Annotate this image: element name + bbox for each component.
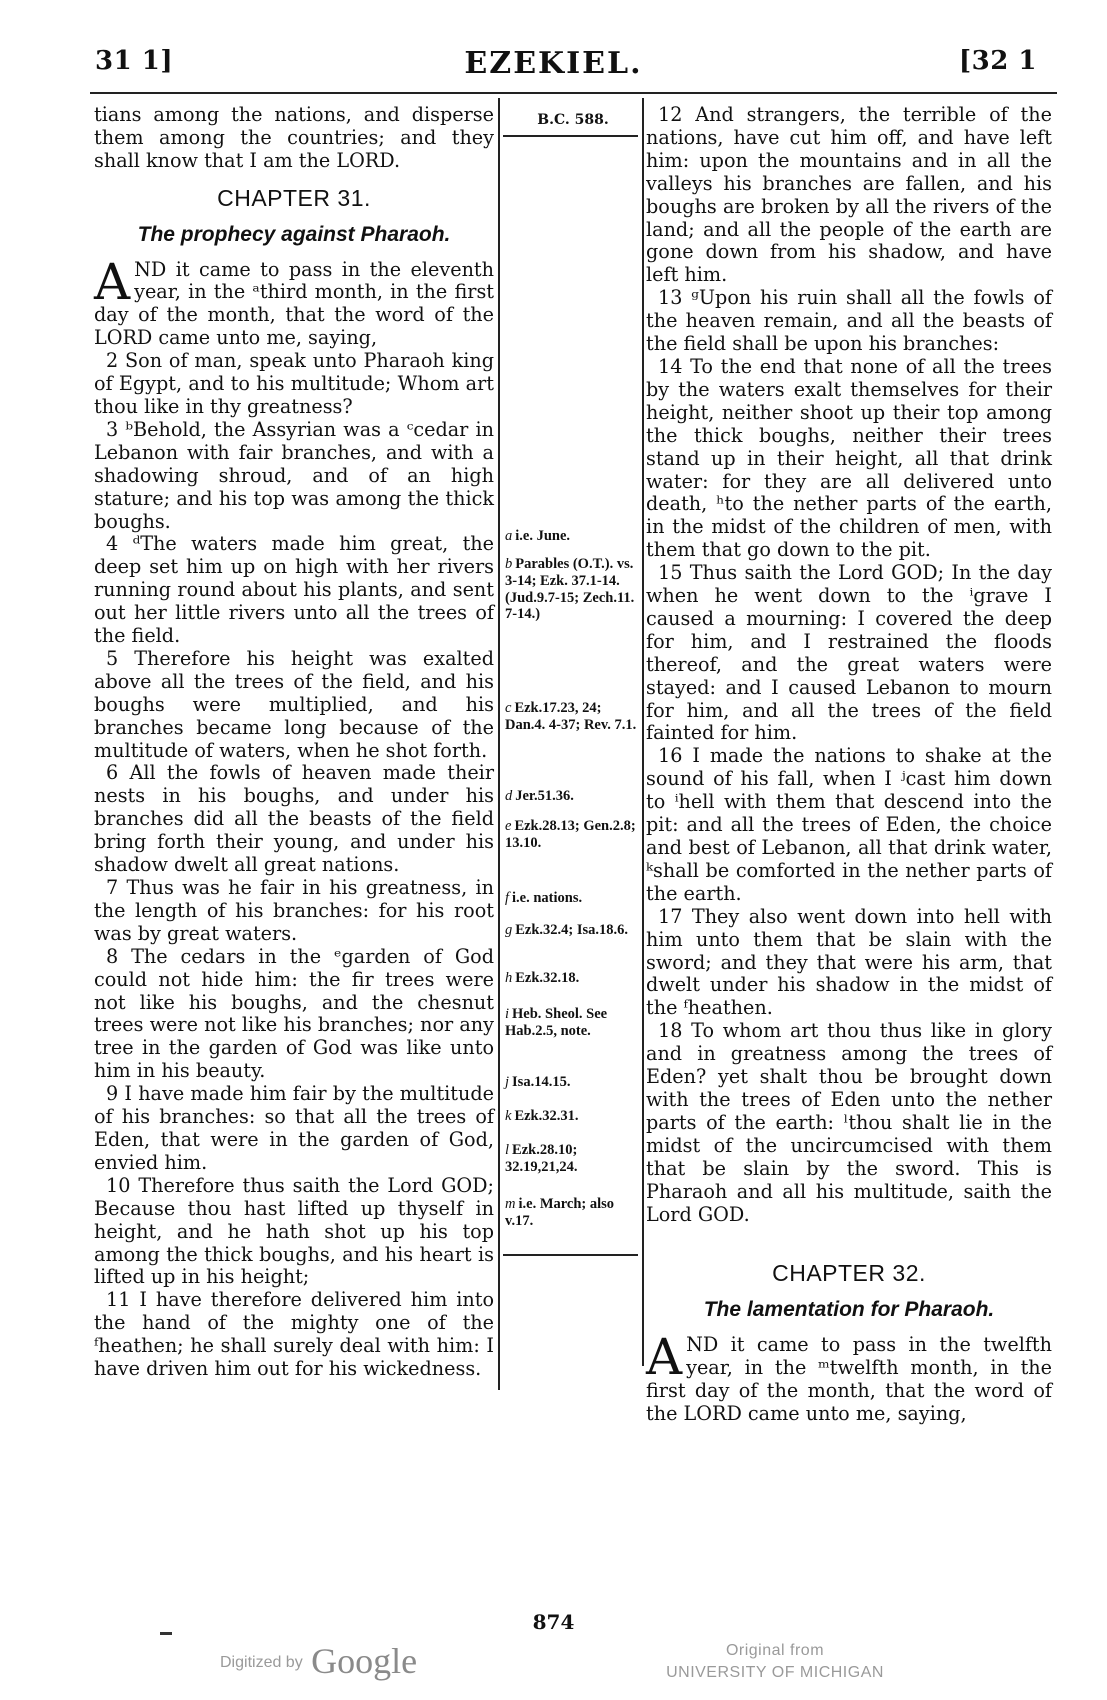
margin-ref: b Parables (O.T.). vs. 3-14; Ezk. 37.1-14. (Jud.9.7-15; Zech.11. 7-14.) (505, 556, 635, 623)
chapter-32-heading: CHAPTER 32. (772, 1260, 926, 1287)
verse: 13 ᵍUpon his ruin shall all the fowls of the heaven remain, and all the beasts of the field shall be upon his branches: (646, 286, 1052, 356)
margin-ref: a i.e. June. (505, 528, 571, 544)
verse: 10 Therefore thus saith the Lord GOD; Because thou hast lifted up thyself in height, and he hath shot up his top among the thick boughs, and his heart is lifted up in his height; (94, 1173, 494, 1289)
verse: 7 Thus was he fair in his greatness, in the length of his branches: for his root was by great waters. (94, 876, 494, 945)
margin-date: B.C. 588. (537, 112, 609, 128)
verse: 17 They also went down into hell with him unto them that be slain with the sword; and they that were his arm, that dwelt under his shadow in the midst of the ᶠheathen. (646, 904, 1052, 1020)
drop-cap: A (646, 1328, 683, 1387)
margin-ref: i Heb. Sheol. See Hab.2.5, note. (505, 1006, 608, 1039)
verse-1-text: ND it came to pass in the twelfth year, in the ᵐtwelfth month, in the first day of the month, that the word of the LORD came unto me, saying, (646, 1333, 1052, 1425)
header-chapter-verse-left: 31 1] (95, 46, 174, 76)
running-title: EZEKIEL. (464, 46, 643, 81)
margin-ref: c Ezk.17.23, 24; Dan.4. 4-37; Rev. 7.1. (505, 700, 637, 733)
digitized-by-text: Digitized by (220, 1654, 303, 1671)
chapter-31-verse-1 (94, 252, 494, 351)
column-divider-left (498, 98, 500, 1390)
header-rule (90, 92, 1057, 94)
margin-ref: g Ezk.32.4; Isa.18.6. (505, 922, 629, 938)
digitized-by-watermark (220, 1640, 417, 1682)
right-text-column (646, 104, 1052, 1426)
margin-ref: l Ezk.28.10; 32.19,21,24. (505, 1142, 578, 1175)
verse: 9 I have made him fair by the multitude of his branches: so that all the trees of Eden, that were in the garden of God, envied him. (94, 1082, 494, 1174)
verse: 2 Son of man, speak unto Pharaoh king of Egypt, and to his multitude; Whom art thou like in thy greatness? (94, 349, 494, 418)
margin-ref: d Jer.51.36. (505, 788, 574, 804)
verse: 14 To the end that none of all the trees by the waters exalt themselves for their height, neither shoot up their top among the thick boughs, neither their trees stand up in their height, all that drink water: for they are all delivered unto death, ʰto the nether parts of the earth, in the midst of the children of men, with them that go down to the pit. (646, 354, 1052, 562)
chapter-32-summary: The lamentation for Pharaoh. (703, 1298, 995, 1322)
margin-date-rule (503, 135, 638, 137)
verse: 8 The cedars in the ᵉgarden of God could not hide him: the fir trees were not like his boughs, and the chesnut trees were not like his branches; nor any tree in the garden of God was like unto him in his beauty. (94, 944, 494, 1083)
google-logo: Google (311, 1641, 418, 1681)
verse-1-text: ND it came to pass in the eleventh year, in the ᵃthird month, in the first day of the month, that the word of the LORD came unto me, saying, (94, 257, 494, 350)
chapter-31-summary: The prophecy against Pharaoh. (137, 222, 451, 246)
original-from-watermark (665, 1640, 885, 1684)
margin-ref: e Ezk.28.13; Gen.2.8; 13.10. (505, 818, 636, 851)
chapter-32-verse-1 (646, 1328, 1052, 1426)
university-text: UNIVERSITY OF MICHIGAN (666, 1664, 884, 1681)
verse: 18 To whom art thou thus like in glory and in greatness among the trees of Eden? yet shalt thou be brought down with the trees of Eden unto the nether parts of the earth: ˡthou shalt lie in the midst of the uncircumcised with them that be slain by the sword. This is Pharaoh and all his multitude, saith the Lord GOD. (646, 1019, 1052, 1226)
verse: 6 All the fowls of heaven made their nests in his boughs, and under his branches did all the beasts of the field bring forth their young, and under his shadow dwelt all great nations. (94, 761, 494, 877)
verse: 16 I made the nations to shake at the sound of his fall, when I ʲcast him down to ⁱhell with them that descend into the pit: and all the trees of Eden, the choice and best of Lebanon, all that drink water, ᵏshall be comforted in the nether parts of the earth. (646, 744, 1052, 905)
margin-end-rule (503, 1254, 638, 1256)
scan-mark (160, 1632, 172, 1635)
margin-ref: j Isa.14.15. (505, 1074, 571, 1090)
verse: 12 And strangers, the terrible of the nations, have cut him off, and have left him: upon the mountains and in all the valleys his branches are fallen, and his boughs are broken by all the rivers of the land; and all the people of the earth are gone down from his shadow, and have left him. (646, 103, 1052, 287)
verse: 4 ᵈThe waters made him great, the deep set him up on high with her rivers running round about his plants, and sent out her little rivers unto all the trees of the field. (94, 532, 494, 648)
left-text-column (94, 104, 494, 1381)
continuation-text: tians among the nations, and disperse them among the countries; and they shall know that I am the LORD. (94, 103, 494, 172)
margin-ref: h Ezk.32.18. (505, 970, 580, 986)
page-number: 874 (532, 1610, 575, 1634)
margin-ref: f i.e. nations. (505, 890, 583, 906)
verse: 11 I have therefore delivered him into the hand of the mighty one of the ᶠheathen; he shall surely deal with him: I have driven him out for his wickedness. (94, 1288, 494, 1381)
margin-ref: m i.e. March; also v.17. (505, 1196, 615, 1229)
margin-ref: k Ezk.32.31. (505, 1108, 579, 1124)
verse: 15 Thus saith the Lord GOD; In the day when he went down to the ⁱgrave I caused a mourning: I covered the deep for him, and I restrained the floods thereof, and the great waters were stayed: and I caused Lebanon to mourn for him, and all the trees of the field fainted for him. (646, 561, 1052, 745)
header-chapter-verse-right: [32 1 (958, 46, 1037, 76)
column-divider-right (642, 98, 644, 1366)
chapter-31-heading: CHAPTER 31. (217, 184, 371, 211)
drop-cap: A (94, 252, 131, 311)
verse: 5 Therefore his height was exalted above all the trees of the field, and his boughs were multiplied, and his branches became long because of the multitude of waters, when he shot forth. (94, 646, 494, 762)
verse: 3 ᵇBehold, the Assyrian was a ᶜcedar in Lebanon with fair branches, and with a shadowing shroud, and of an high stature; and his top was among the thick boughs. (94, 417, 494, 533)
original-from-text: Original from (725, 1642, 825, 1659)
